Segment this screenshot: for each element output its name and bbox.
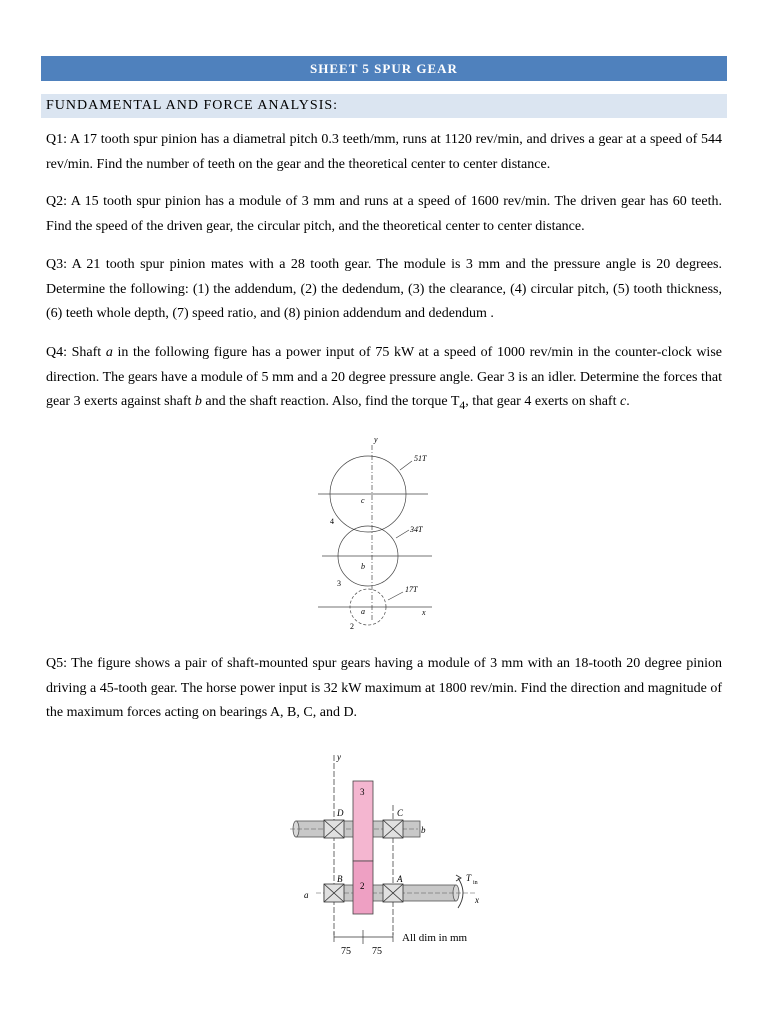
q4-text-1: Q4: Shaft (46, 345, 106, 360)
q4-shaft-c: c (619, 394, 627, 409)
question-2: Q2: A 15 tooth spur pinion has a module of 3 mm and runs at a speed of 1600 rev/min. The driven gear has 60 teeth. Find the speed of the driven gear, the circular pitch, and the theoretical center to center distance. (46, 194, 722, 234)
fig1-34t-label: 34T (410, 525, 423, 534)
q4-subscript: 4 (459, 398, 466, 412)
fig2-gear2-label: 2 (360, 881, 365, 891)
section-title: FUNDAMENTAL AND FORCE ANALYSIS: (41, 94, 727, 118)
shaft-gears-figure (290, 748, 490, 960)
fig1-51t-label: 51T (414, 454, 427, 463)
fig1-b-label: b (361, 562, 365, 571)
fig1-17t-label: 17T (405, 585, 418, 594)
fig2-c-label: C (397, 808, 404, 818)
q4-text-5: . (626, 394, 630, 409)
fig2-t-sub-label: in (473, 880, 478, 886)
fig2-x-label: x (475, 895, 479, 905)
fig1-y-label: y (374, 435, 378, 444)
fig2-t-label: T (466, 873, 472, 883)
fig2-aa-label: A (397, 874, 403, 884)
fig1-2-label: 2 (350, 622, 354, 631)
question-4 (46, 341, 722, 418)
fig2-y-label: y (337, 752, 341, 762)
sheet-title: SHEET 5 SPUR GEAR (41, 56, 727, 81)
fig2-note: All dim in mm (402, 932, 468, 944)
q4-shaft-b: b (194, 394, 202, 409)
q4-shaft-a: a (105, 345, 113, 360)
fig1-a-label: a (361, 607, 365, 616)
fig1-c-label: c (361, 496, 365, 505)
fig2-b-label: b (421, 825, 426, 835)
fig2-d-label: D (337, 808, 344, 818)
fig1-x-label: x (422, 608, 426, 617)
fig2-bb-label: B (337, 874, 343, 884)
question-3: Q3: A 21 tooth spur pinion mates with a 28 tooth gear. The module is 3 mm and the pressure angle is 20 degrees. Determine the following: (1) the addendum, (2) the dedendum, (3) the clearance, (4) circular pitch, (5) tooth thickness, (6) teeth whole depth, (7) speed ratio, and (8) pinion addendum and dedendum . (46, 257, 722, 321)
question-1: Q1: A 17 tooth spur pinion has a diametral pitch 0.3 teeth/mm, runs at 1120 rev/min, and drives a gear at a speed of 544 rev/min. Find the number of teeth on the gear and the theoretical center to center distance. (46, 132, 722, 172)
fig2-dim1-label: 75 (341, 946, 351, 957)
q4-text-4: , that gear 4 exerts on shaft (465, 394, 620, 409)
fig1-3-label: 3 (337, 579, 341, 588)
fig1-4-label: 4 (330, 517, 334, 526)
gear-train-figure (300, 432, 450, 632)
fig2-gear3-label: 3 (360, 787, 365, 797)
q4-text-3: and the shaft reaction. Also, find the torque T (201, 394, 460, 409)
question-5: Q5: The figure shows a pair of shaft-mounted spur gears having a module of 3 mm with an 18-tooth 20 degree pinion driving a 45-tooth gear. The horse power input is 32 kW maximum at 1800 rev/min. Find the direction and magnitude of the maximum forces acting on bearings A, B, C, and D. (46, 656, 722, 720)
fig2-a-label: a (304, 890, 309, 900)
q4-text-2: in the following figure has a power input of 75 kW at a speed of 1000 rev/min in the counter-clock wise direction. The gears have a module of 5 mm and a 20 degree pressure angle. Gear 3 is an idler. Determine the forces that gear 3 exerts against shaft (46, 345, 722, 409)
fig2-dim2-label: 75 (372, 946, 382, 957)
